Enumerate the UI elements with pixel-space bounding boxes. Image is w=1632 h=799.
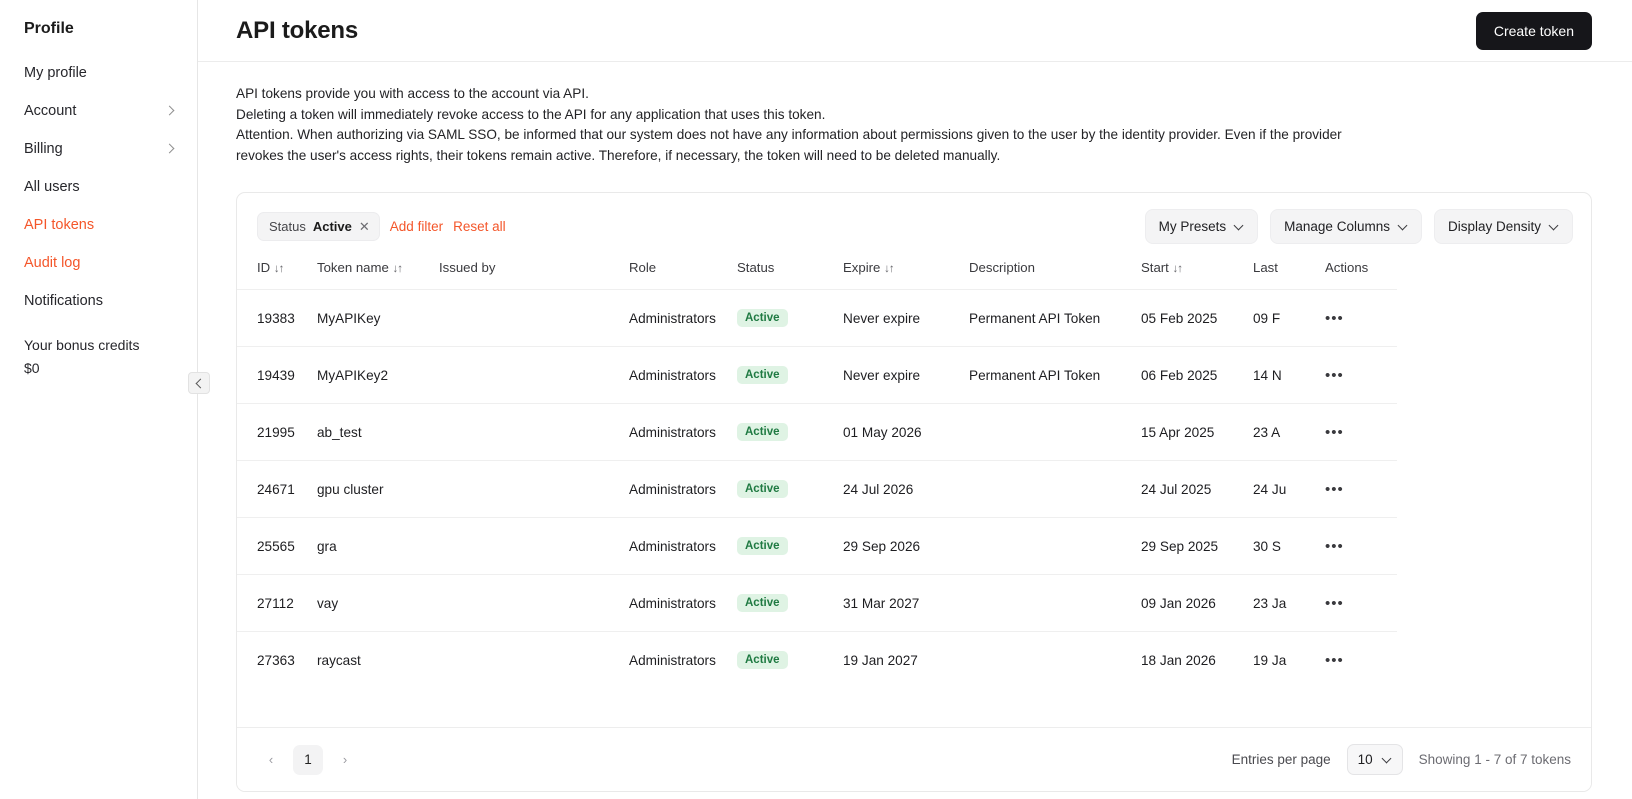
table-header — [237, 254, 1397, 290]
sidebar — [0, 0, 198, 799]
sidebar-item-label: Account — [24, 103, 77, 119]
chevron-right-icon — [163, 142, 177, 156]
cell-last: 19 Ja — [1245, 632, 1317, 689]
cell-description — [961, 518, 1133, 575]
cell-role: Administrators — [621, 347, 729, 404]
chevron-down-icon — [1550, 222, 1559, 231]
table-row[interactable] — [237, 290, 1397, 347]
cell-id: 21995 — [237, 404, 309, 461]
tokens-table — [237, 254, 1397, 688]
sidebar-collapse-icon[interactable] — [188, 372, 210, 394]
row-actions-menu-icon[interactable]: ••• — [1325, 423, 1344, 441]
column-label: Issued by — [439, 260, 496, 275]
tokens-table-wrapper — [237, 254, 1591, 724]
cell-role: Administrators — [621, 290, 729, 347]
cell-id: 24671 — [237, 461, 309, 518]
cell-expire: 24 Jul 2026 — [835, 461, 961, 518]
cell-status — [729, 461, 835, 518]
status-filter-value: Active — [312, 219, 352, 234]
cell-actions — [1317, 347, 1397, 404]
cell-actions — [1317, 518, 1397, 575]
column-label: Last — [1253, 260, 1278, 275]
cell-description — [961, 461, 1133, 518]
cell-token-name: gra — [309, 518, 431, 575]
cell-last: 30 S — [1245, 518, 1317, 575]
cell-last: 23 Ja — [1245, 575, 1317, 632]
row-actions-menu-icon[interactable]: ••• — [1325, 594, 1344, 612]
column-header-last[interactable] — [1245, 254, 1317, 290]
cell-issued-by — [431, 632, 621, 689]
bonus-credits-amount: $0 — [24, 360, 40, 376]
filter-bar — [237, 193, 1591, 254]
close-icon[interactable]: ✕ — [358, 219, 370, 234]
table-header-row — [237, 254, 1397, 290]
table-controls — [1145, 209, 1573, 244]
cell-token-name: raycast — [309, 632, 431, 689]
table-row[interactable] — [237, 347, 1397, 404]
column-label: Status — [737, 260, 775, 275]
display-density-dropdown[interactable] — [1434, 209, 1573, 244]
row-actions-menu-icon[interactable]: ••• — [1325, 651, 1344, 669]
column-label: Role — [629, 260, 657, 275]
cell-start: 05 Feb 2025 — [1133, 290, 1245, 347]
entries-per-page-value: 10 — [1357, 752, 1373, 767]
table-row[interactable] — [237, 518, 1397, 575]
page-title: API tokens — [236, 16, 359, 44]
cell-start: 18 Jan 2026 — [1133, 632, 1245, 689]
column-header-role[interactable] — [621, 254, 729, 290]
column-label: Description — [969, 260, 1035, 275]
cell-status — [729, 347, 835, 404]
table-footer — [237, 727, 1591, 791]
chevron-right-icon — [163, 104, 177, 118]
cell-last: 23 A — [1245, 404, 1317, 461]
column-header-id[interactable] — [237, 254, 309, 290]
cell-start: 09 Jan 2026 — [1133, 575, 1245, 632]
cell-role: Administrators — [621, 518, 729, 575]
status-badge: Active — [737, 594, 788, 612]
table-row[interactable] — [237, 575, 1397, 632]
previous-page-button[interactable]: ‹ — [268, 752, 274, 767]
cell-token-name: MyAPIKey2 — [309, 347, 431, 404]
chevron-down-icon — [1235, 222, 1244, 231]
cell-id: 27112 — [237, 575, 309, 632]
row-actions-menu-icon[interactable]: ••• — [1325, 537, 1344, 555]
cell-token-name: MyAPIKey — [309, 290, 431, 347]
entries-per-page-select[interactable] — [1347, 744, 1403, 775]
cell-issued-by — [431, 404, 621, 461]
cell-status — [729, 575, 835, 632]
cell-last: 14 N — [1245, 347, 1317, 404]
pagination — [257, 745, 359, 775]
status-badge: Active — [737, 366, 788, 384]
sidebar-item-label: API tokens — [24, 217, 95, 233]
my-presets-label: My Presets — [1158, 219, 1227, 234]
sidebar-item-label: Billing — [24, 141, 63, 157]
cell-issued-by — [431, 347, 621, 404]
footer-right — [1232, 744, 1571, 775]
status-badge: Active — [737, 309, 788, 327]
display-density-label: Display Density — [1447, 219, 1541, 234]
cell-expire: 31 Mar 2027 — [835, 575, 961, 632]
cell-status — [729, 632, 835, 689]
column-header-start[interactable] — [1133, 254, 1245, 290]
cell-actions — [1317, 632, 1397, 689]
cell-status — [729, 518, 835, 575]
manage-columns-dropdown[interactable] — [1270, 209, 1422, 244]
column-label: Start — [1141, 260, 1169, 275]
table-row[interactable] — [237, 461, 1397, 518]
intro-line-3: Attention. When authorizing via SAML SSO, be informed that our system does not have any information about permissions given to the user by the identity provider. Even if the provider revokes the user's access rights, their tokens remain active. Therefore, if necessary, the token will need to be deleted manually. — [236, 127, 1342, 163]
column-header-token-name[interactable] — [309, 254, 431, 290]
sidebar-item-audit-log[interactable] — [0, 244, 197, 282]
cell-start: 06 Feb 2025 — [1133, 347, 1245, 404]
column-header-actions — [1317, 254, 1397, 290]
sidebar-item-all-users[interactable] — [0, 168, 197, 206]
add-filter-link[interactable]: Add filter — [389, 219, 444, 234]
row-actions-menu-icon[interactable]: ••• — [1325, 480, 1344, 498]
cell-issued-by — [431, 461, 621, 518]
row-actions-menu-icon[interactable]: ••• — [1325, 366, 1344, 384]
cell-status — [729, 404, 835, 461]
sidebar-item-label: Audit log — [24, 255, 81, 271]
cell-description — [961, 404, 1133, 461]
my-presets-dropdown[interactable] — [1145, 209, 1259, 244]
cell-start: 29 Sep 2025 — [1133, 518, 1245, 575]
bonus-credits — [0, 320, 197, 380]
intro-line-2: Deleting a token will immediately revoke access to the API for any application that uses this token. — [236, 106, 826, 122]
sidebar-item-my-profile[interactable] — [0, 54, 197, 92]
cell-id: 19383 — [237, 290, 309, 347]
sort-icon[interactable]: ↓↑ — [392, 263, 403, 275]
cell-actions — [1317, 290, 1397, 347]
cell-id: 19439 — [237, 347, 309, 404]
chevron-down-icon — [1383, 755, 1392, 764]
reset-all-link[interactable]: Reset all — [453, 219, 506, 234]
page-number-1[interactable]: 1 — [293, 745, 323, 775]
cell-role: Administrators — [621, 575, 729, 632]
sidebar-title: Profile — [24, 20, 74, 37]
cell-last: 24 Ju — [1245, 461, 1317, 518]
cell-role: Administrators — [621, 404, 729, 461]
intro-text — [198, 62, 1428, 166]
cell-id: 25565 — [237, 518, 309, 575]
table-row[interactable] — [237, 632, 1397, 689]
cell-expire: 29 Sep 2026 — [835, 518, 961, 575]
cell-expire: Never expire — [835, 347, 961, 404]
column-label: Actions — [1325, 260, 1369, 275]
status-filter-chip[interactable] — [257, 212, 380, 241]
sidebar-item-label: Notifications — [24, 293, 103, 309]
status-filter-label: Status — [269, 219, 306, 234]
cell-expire: 01 May 2026 — [835, 404, 961, 461]
cell-description — [961, 632, 1133, 689]
cell-description — [961, 575, 1133, 632]
cell-actions — [1317, 404, 1397, 461]
cell-last: 09 F — [1245, 290, 1317, 347]
entries-per-page-label: Entries per page — [1231, 752, 1331, 767]
sort-icon[interactable]: ↓↑ — [273, 263, 284, 275]
column-header-issued-by[interactable] — [431, 254, 621, 290]
tokens-panel — [236, 192, 1592, 792]
cell-role: Administrators — [621, 461, 729, 518]
status-badge: Active — [737, 537, 788, 555]
cell-start: 15 Apr 2025 — [1133, 404, 1245, 461]
cell-issued-by — [431, 290, 621, 347]
cell-id: 27363 — [237, 632, 309, 689]
cell-issued-by — [431, 575, 621, 632]
next-page-button[interactable]: › — [342, 752, 348, 767]
column-label: Token name — [317, 260, 389, 275]
cell-token-name: ab_test — [309, 404, 431, 461]
manage-columns-label: Manage Columns — [1284, 219, 1390, 234]
sort-icon[interactable]: ↓↑ — [1172, 263, 1183, 275]
column-header-status[interactable] — [729, 254, 835, 290]
table-body — [237, 290, 1397, 689]
column-header-expire[interactable] — [835, 254, 961, 290]
sidebar-item-notifications[interactable] — [0, 282, 197, 320]
cell-expire: 19 Jan 2027 — [835, 632, 961, 689]
sidebar-item-billing[interactable] — [0, 130, 197, 168]
main-content — [198, 0, 1632, 799]
bonus-credits-label: Your bonus credits — [24, 337, 140, 353]
showing-count: Showing 1 - 7 of 7 tokens — [1418, 752, 1571, 767]
row-actions-menu-icon[interactable]: ••• — [1325, 309, 1344, 327]
cell-issued-by — [431, 518, 621, 575]
cell-status — [729, 290, 835, 347]
create-token-button[interactable]: Create token — [1476, 12, 1592, 50]
column-header-description[interactable] — [961, 254, 1133, 290]
cell-expire: Never expire — [835, 290, 961, 347]
intro-line-1: API tokens provide you with access to the account via API. — [236, 86, 589, 101]
cell-token-name: gpu cluster — [309, 461, 431, 518]
table-row[interactable] — [237, 404, 1397, 461]
chevron-down-icon — [1399, 222, 1408, 231]
page-header — [198, 0, 1632, 62]
filter-controls — [257, 212, 506, 241]
cell-actions — [1317, 461, 1397, 518]
cell-role: Administrators — [621, 632, 729, 689]
cell-actions — [1317, 575, 1397, 632]
status-badge: Active — [737, 423, 788, 441]
column-label: ID — [257, 260, 271, 275]
status-badge: Active — [737, 480, 788, 498]
sidebar-item-api-tokens[interactable] — [0, 206, 197, 244]
cell-start: 24 Jul 2025 — [1133, 461, 1245, 518]
column-label: Expire — [843, 260, 881, 275]
cell-description: Permanent API Token — [961, 290, 1133, 347]
cell-token-name: vay — [309, 575, 431, 632]
sidebar-item-label: All users — [24, 179, 80, 195]
cell-description: Permanent API Token — [961, 347, 1133, 404]
sidebar-item-label: My profile — [24, 65, 87, 81]
status-badge: Active — [737, 651, 788, 669]
sidebar-item-account[interactable] — [0, 92, 197, 130]
sort-icon[interactable]: ↓↑ — [884, 263, 894, 275]
